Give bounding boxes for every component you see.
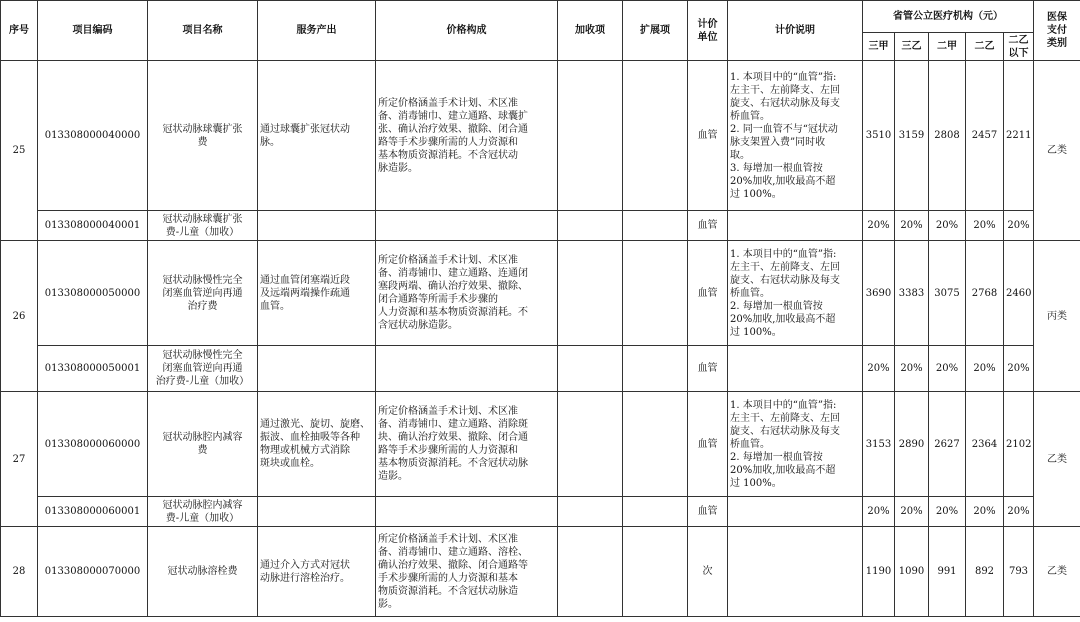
price-cell: 3153 bbox=[863, 392, 895, 497]
name-cell: 冠状动脉球囊扩张 费-儿童（加收） bbox=[148, 211, 258, 241]
extra-cell bbox=[558, 241, 623, 346]
price-cell: 20% bbox=[895, 211, 929, 241]
name-cell: 冠状动脉慢性完全 闭塞血管逆向再通 治疗费 bbox=[148, 241, 258, 346]
header-expand: 扩展项 bbox=[623, 1, 688, 61]
price-cell: 20% bbox=[1004, 346, 1034, 392]
price-cell: 20% bbox=[929, 211, 966, 241]
price-cell: 3383 bbox=[895, 241, 929, 346]
note-cell bbox=[728, 211, 863, 241]
table-row bbox=[1, 527, 1080, 617]
seq-cell: 26 bbox=[1, 241, 38, 392]
price-cell: 20% bbox=[966, 346, 1004, 392]
output-cell bbox=[258, 346, 376, 392]
seq-cell: 25 bbox=[1, 61, 38, 241]
unit-cell: 血管 bbox=[688, 497, 728, 527]
unit-cell: 次 bbox=[688, 527, 728, 617]
header-level: 二乙 bbox=[966, 33, 1004, 61]
note-cell: 1. 本项目中的“血管”指: 左主干、左前降支、左回 旋支、右冠状动脉及每支 桥血管。 2. 每增加一根血管按 20%加收,加收最高不超 过 100%。 bbox=[728, 241, 863, 346]
code-cell: 013308000050001 bbox=[38, 346, 148, 392]
table-row bbox=[1, 241, 1080, 346]
price-cell: 2457 bbox=[966, 61, 1004, 211]
header-insurance: 医保 支付 类别 bbox=[1034, 1, 1080, 61]
output-cell: 通过球囊扩张冠状动 脉。 bbox=[258, 61, 376, 211]
unit-cell: 血管 bbox=[688, 392, 728, 497]
price-cell: 2211 bbox=[1004, 61, 1034, 211]
note-cell: 1. 本项目中的“血管”指: 左主干、左前降支、左回 旋支、右冠状动脉及每支 桥血管。 2. 同一血管不与“冠状动 脉支架置入费”同时收 取。 3. 每增加一根血管按 20%加收,加收最高不超 过 100%。 bbox=[728, 61, 863, 211]
code-cell: 013308000040001 bbox=[38, 211, 148, 241]
price-composition-cell: 所定价格涵盖手术计划、术区准 备、消毒铺巾、建立通路、消除斑 块、确认治疗效果、撤除、闭合通 路等手术步骤所需的人力资源和 基本物质资源消耗。不含冠状动脉 造影。 bbox=[376, 392, 558, 497]
header-code: 项目编码 bbox=[38, 1, 148, 61]
price-composition-cell bbox=[376, 211, 558, 241]
insurance-cell: 乙类 bbox=[1034, 392, 1080, 527]
output-cell: 通过介入方式对冠状 动脉进行溶栓治疗。 bbox=[258, 527, 376, 617]
header-level: 三乙 bbox=[895, 33, 929, 61]
price-cell: 20% bbox=[929, 497, 966, 527]
price-cell: 20% bbox=[1004, 497, 1034, 527]
code-cell: 013308000070000 bbox=[38, 527, 148, 617]
price-cell: 20% bbox=[895, 497, 929, 527]
price-cell: 2460 bbox=[1004, 241, 1034, 346]
header-price-composition: 价格构成 bbox=[376, 1, 558, 61]
expand-cell bbox=[623, 527, 688, 617]
header-level: 二乙 以下 bbox=[1004, 33, 1034, 61]
price-cell: 991 bbox=[929, 527, 966, 617]
price-cell: 3510 bbox=[863, 61, 895, 211]
header-unit: 计价 单位 bbox=[688, 1, 728, 61]
insurance-cell: 乙类 bbox=[1034, 527, 1080, 617]
name-cell: 冠状动脉腔内减容 费 bbox=[148, 392, 258, 497]
header-note: 计价说明 bbox=[728, 1, 863, 61]
name-cell: 冠状动脉慢性完全 闭塞血管逆向再通 治疗费-儿童（加收） bbox=[148, 346, 258, 392]
seq-cell: 28 bbox=[1, 527, 38, 617]
price-cell: 1190 bbox=[863, 527, 895, 617]
insurance-cell: 丙类 bbox=[1034, 241, 1080, 392]
name-cell: 冠状动脉球囊扩张 费 bbox=[148, 61, 258, 211]
price-composition-cell bbox=[376, 346, 558, 392]
table-row-sub bbox=[1, 346, 1080, 392]
expand-cell bbox=[623, 392, 688, 497]
price-cell: 2627 bbox=[929, 392, 966, 497]
table-row bbox=[1, 392, 1080, 497]
header-institutions: 省管公立医疗机构（元） bbox=[863, 1, 1034, 33]
expand-cell bbox=[623, 241, 688, 346]
price-cell: 20% bbox=[1004, 211, 1034, 241]
price-cell: 2768 bbox=[966, 241, 1004, 346]
expand-cell bbox=[623, 61, 688, 211]
code-cell: 013308000060001 bbox=[38, 497, 148, 527]
price-cell: 3159 bbox=[895, 61, 929, 211]
price-cell: 20% bbox=[863, 497, 895, 527]
table-row-sub bbox=[1, 211, 1080, 241]
output-cell: 通过血管闭塞端近段 及远端两端操作疏通 血管。 bbox=[258, 241, 376, 346]
price-cell: 20% bbox=[966, 497, 1004, 527]
price-cell: 3690 bbox=[863, 241, 895, 346]
price-cell: 2102 bbox=[1004, 392, 1034, 497]
price-cell: 20% bbox=[863, 346, 895, 392]
note-cell bbox=[728, 497, 863, 527]
note-cell bbox=[728, 527, 863, 617]
extra-cell bbox=[558, 61, 623, 211]
expand-cell bbox=[623, 346, 688, 392]
header-seq: 序号 bbox=[1, 1, 38, 61]
header-row bbox=[1, 1, 1080, 33]
unit-cell: 血管 bbox=[688, 346, 728, 392]
table-row bbox=[1, 61, 1080, 211]
unit-cell: 血管 bbox=[688, 211, 728, 241]
header-name: 项目名称 bbox=[148, 1, 258, 61]
price-cell: 1090 bbox=[895, 527, 929, 617]
header-extra: 加收项 bbox=[558, 1, 623, 61]
extra-cell bbox=[558, 497, 623, 527]
expand-cell bbox=[623, 211, 688, 241]
code-cell: 013308000040000 bbox=[38, 61, 148, 211]
price-cell: 793 bbox=[1004, 527, 1034, 617]
price-composition-cell: 所定价格涵盖手术计划、术区准 备、消毒铺巾、建立通路、溶栓、 确认治疗效果、撤除、闭合通路等 手术步骤所需的人力资源和基本 物质资源消耗。不含冠状动脉造 影。 bbox=[376, 527, 558, 617]
header-output: 服务产出 bbox=[258, 1, 376, 61]
price-composition-cell: 所定价格涵盖手术计划、术区准 备、消毒铺巾、建立通路、球囊扩 张、确认治疗效果、撤除、闭合通 路等手术步骤所需的人力资源和 基本物质资源消耗。不含冠状动 脉造影。 bbox=[376, 61, 558, 211]
seq-cell: 27 bbox=[1, 392, 38, 527]
price-cell: 20% bbox=[966, 211, 1004, 241]
code-cell: 013308000050000 bbox=[38, 241, 148, 346]
name-cell: 冠状动脉腔内减容 费-儿童（加收） bbox=[148, 497, 258, 527]
extra-cell bbox=[558, 211, 623, 241]
insurance-cell: 乙类 bbox=[1034, 61, 1080, 241]
name-cell: 冠状动脉溶栓费 bbox=[148, 527, 258, 617]
unit-cell: 血管 bbox=[688, 241, 728, 346]
expand-cell bbox=[623, 497, 688, 527]
extra-cell bbox=[558, 392, 623, 497]
price-cell: 3075 bbox=[929, 241, 966, 346]
extra-cell bbox=[558, 527, 623, 617]
price-cell: 20% bbox=[895, 346, 929, 392]
price-cell: 20% bbox=[929, 346, 966, 392]
price-cell: 20% bbox=[863, 211, 895, 241]
code-cell: 013308000060000 bbox=[38, 392, 148, 497]
header-level: 三甲 bbox=[863, 33, 895, 61]
output-cell bbox=[258, 497, 376, 527]
price-cell: 2890 bbox=[895, 392, 929, 497]
output-cell: 通过激光、旋切、旋磨、 振波、血栓抽吸等各种 物理或机械方式消除 斑块或血栓。 bbox=[258, 392, 376, 497]
price-cell: 2808 bbox=[929, 61, 966, 211]
extra-cell bbox=[558, 346, 623, 392]
header-level: 二甲 bbox=[929, 33, 966, 61]
table-row-sub bbox=[1, 497, 1080, 527]
price-composition-cell bbox=[376, 497, 558, 527]
price-composition-cell: 所定价格涵盖手术计划、术区准 备、消毒铺巾、建立通路、连通闭 塞段两端、确认治疗效果、撤除、 闭合通路等所需手术步骤的 人力资源和基本物质资源消耗。不 含冠状动脉造影。 bbox=[376, 241, 558, 346]
price-cell: 892 bbox=[966, 527, 1004, 617]
price-cell: 2364 bbox=[966, 392, 1004, 497]
unit-cell: 血管 bbox=[688, 61, 728, 211]
note-cell: 1. 本项目中的“血管”指: 左主干、左前降支、左回 旋支、右冠状动脉及每支 桥血管。 2. 每增加一根血管按 20%加收,加收最高不超 过 100%。 bbox=[728, 392, 863, 497]
note-cell bbox=[728, 346, 863, 392]
output-cell bbox=[258, 211, 376, 241]
